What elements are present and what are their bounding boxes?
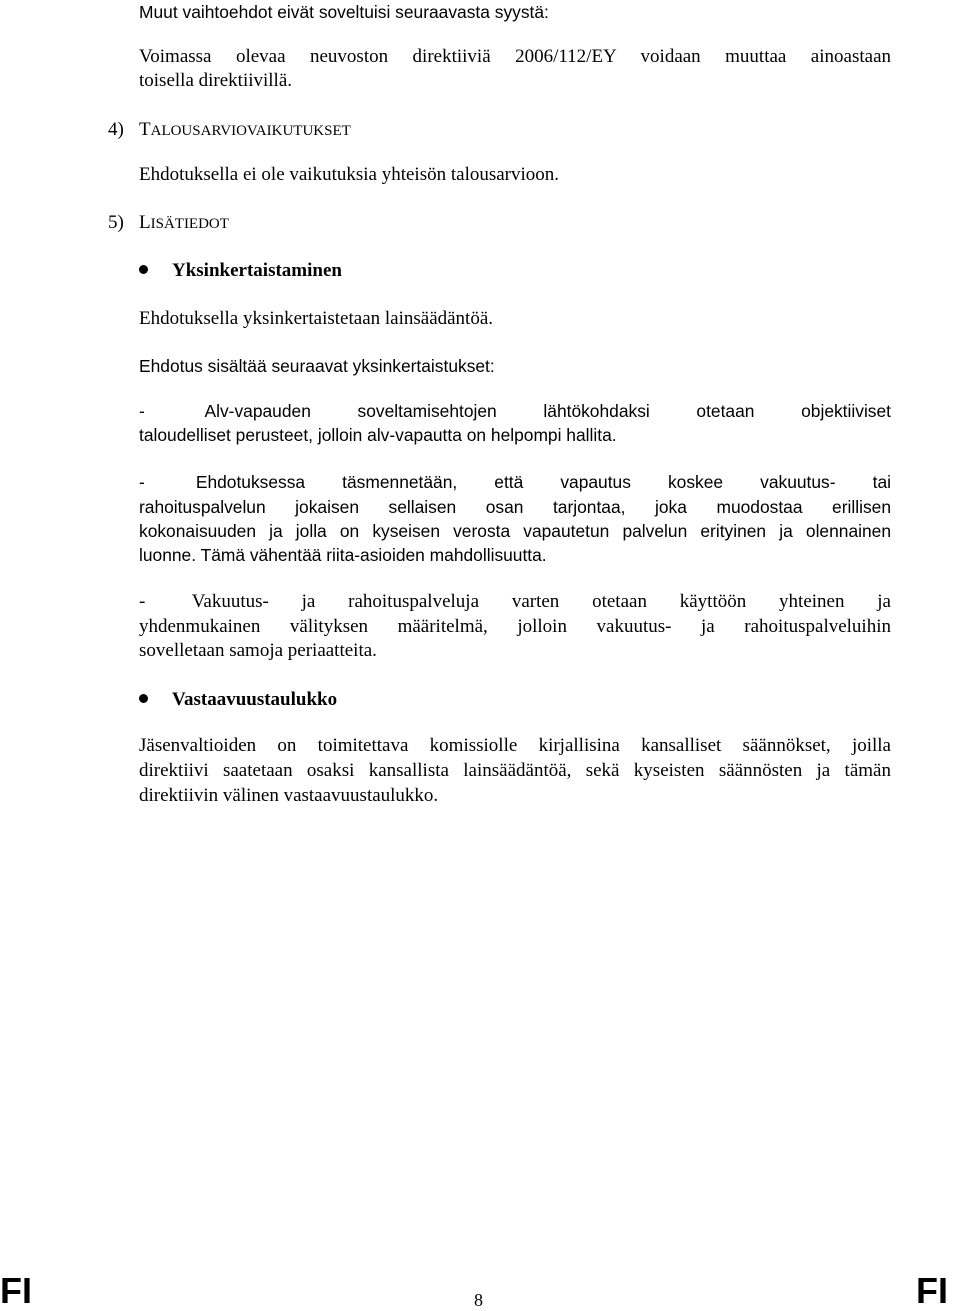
correlation-line-3: direktiivin välinen vastaavuustaulukko.	[139, 785, 439, 806]
footer-language-right: FI	[916, 1270, 948, 1311]
section-4-heading	[108, 119, 351, 142]
section-5-number: 5)	[108, 212, 124, 233]
intro-paragraph-line-1: Voimassa olevaa neuvoston direktiiviä 2006/112/EY voidaan muuttaa ainoastaan	[139, 46, 891, 67]
item-2-text: Ehdotuksessa täsmennetään, että vapautus koskee vakuutus- tai	[195, 472, 891, 492]
simplification-text: Ehdotuksella yksinkertaistetaan lainsäädäntöä.	[139, 308, 494, 329]
bullet-dot-icon	[139, 265, 148, 274]
item-2-dash: -	[139, 472, 145, 492]
simplification-item-2-line-1	[139, 471, 891, 493]
bullet-simplification-label: Yksinkertaistaminen	[172, 260, 342, 281]
section-4-title-rest: ALOUSARVIOVAIKUTUKSET	[150, 123, 351, 139]
footer-language-left: FI	[0, 1270, 32, 1311]
simplification-item-2-line-3: kokonaisuuden ja jolla on kyseisen verosta vapautetun palvelun erityinen ja olennainen	[139, 521, 891, 541]
simplification-item-2-line-4: luonne. Tämä vähentää riita-asioiden mahdollisuutta.	[139, 545, 547, 565]
item-1-text: Alv-vapauden soveltamisehtojen lähtökohdaksi otetaan objektiiviset	[204, 401, 892, 421]
simplification-item-3-line-1	[139, 591, 891, 613]
bullet-correlation-table	[139, 689, 337, 711]
section-4-text: Ehdotuksella ei ole vaikutuksia yhteisön talousarvioon.	[139, 164, 560, 185]
simplification-item-2-line-2: rahoituspalvelun jokaisen sellaisen osan tarjontaa, joka muodostaa erillisen	[139, 497, 891, 517]
bullet-dot-icon	[139, 694, 148, 703]
simplification-intro: Ehdotus sisältää seuraavat yksinkertaistukset:	[139, 356, 495, 376]
item-3-dash: -	[139, 591, 146, 612]
correlation-line-2: direktiivi saatetaan osaksi kansallista lainsäädäntöä, sekä kyseisten säännösten ja tämän	[139, 760, 891, 781]
simplification-item-3-line-2: yhdenmukainen välityksen määritelmä, jolloin vakuutus- ja rahoituspalveluihin	[139, 616, 891, 637]
section-5-heading	[108, 212, 229, 235]
section-5-title-rest: ISÄTIEDOT	[150, 216, 229, 232]
item-1-dash: -	[139, 401, 145, 421]
intro-line: Muut vaihtoehdot eivät soveltuisi seuraavasta syystä:	[139, 2, 549, 22]
section-4-title-initial: T	[139, 119, 151, 140]
item-3-text: Vakuutus- ja rahoituspalveluja varten otetaan käyttöön yhteinen ja	[191, 591, 891, 612]
bullet-simplification	[139, 260, 342, 282]
section-4-number: 4)	[108, 119, 124, 140]
simplification-item-1-line-1	[139, 400, 891, 422]
bullet-correlation-label: Vastaavuustaulukko	[172, 689, 338, 710]
correlation-line-1: Jäsenvaltioiden on toimitettava komissiolle kirjallisina kansalliset säännökset, joilla	[139, 735, 891, 756]
page-number: 8	[474, 1290, 483, 1310]
section-5-title-initial: L	[139, 212, 151, 233]
simplification-item-1-line-2: taloudelliset perusteet, jolloin alv-vapautta on helpompi hallita.	[139, 425, 617, 445]
simplification-item-3-line-3: sovelletaan samoja periaatteita.	[139, 640, 377, 661]
intro-paragraph-line-2: toisella direktiivillä.	[139, 70, 293, 91]
